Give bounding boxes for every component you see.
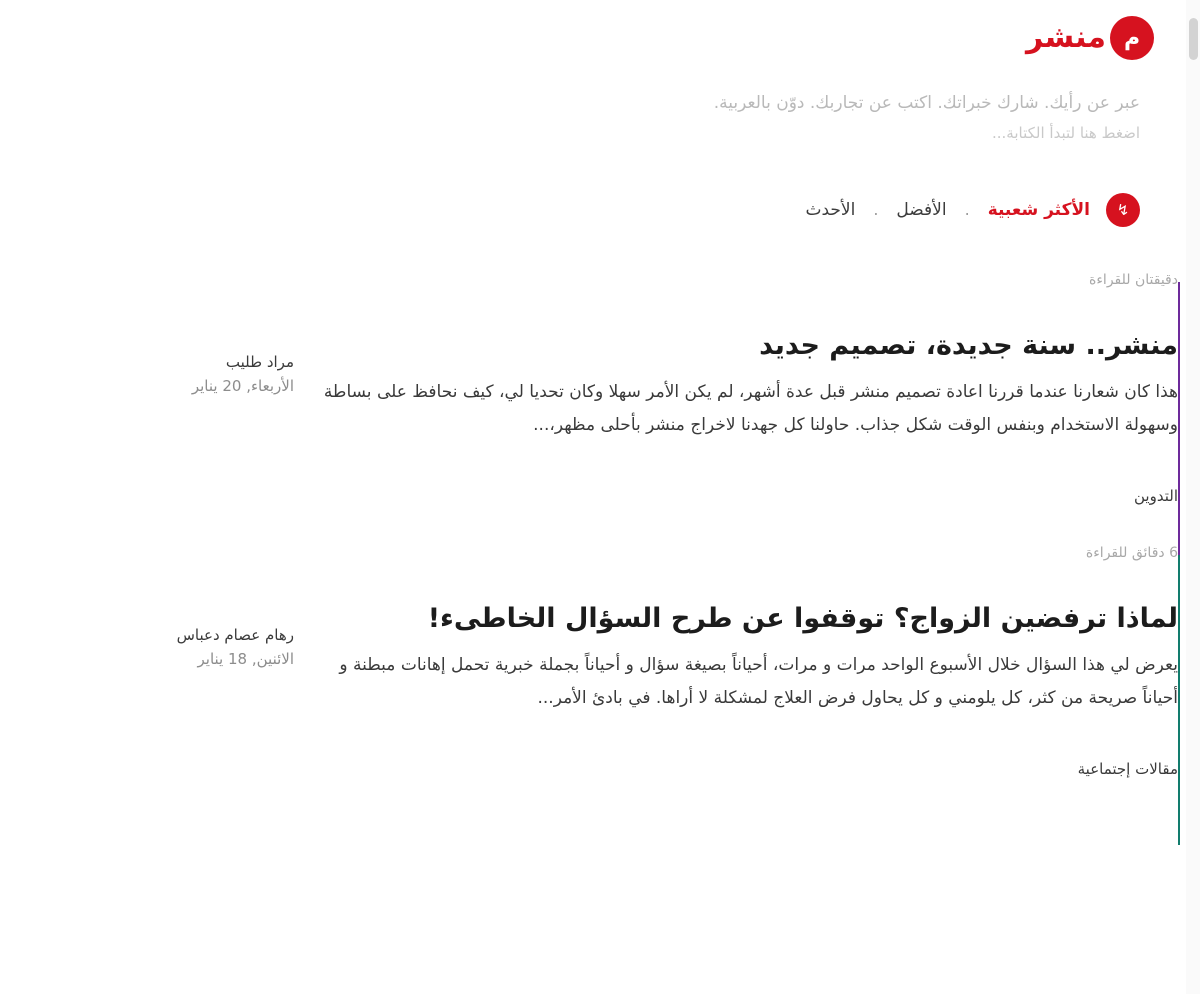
post-item (0, 545, 1200, 818)
post-title[interactable]: لماذا ترفضين الزواج؟ توقفوا عن طرح السؤال الخاطىء! (427, 603, 1178, 635)
post-excerpt: يعرض لي هذا السؤال خلال الأسبوع الواحد مرات و مرات، أحياناً بصيغة سؤال و أحياناً بجملة خبرية تحمل إهانات مبطنة و أحياناً صريحة من كثر، كل يلومني و كل يحاول فرض العلاج لمشكلة لا أراها. في بادئ الأمر... (339, 655, 1178, 708)
post-date: الائنين, 18 يناير (197, 650, 294, 669)
trending-icon[interactable] (1106, 193, 1140, 227)
post-title[interactable]: منشر.. سنة جديدة، تصميم جديد (759, 330, 1178, 361)
post-category[interactable]: مقالات إجتماعية (1077, 760, 1178, 779)
sort-tab-newest[interactable]: الأحدث (805, 200, 856, 220)
composer-prompt-primary: عبر عن رأيك. شارك خبراتك. اكتب عن تجاربك. دوّن بالعربية. (713, 93, 1140, 113)
post-accent-bar (1178, 555, 1180, 845)
sort-separator-2: . (873, 200, 879, 219)
post-category[interactable]: التدوين (1134, 487, 1178, 506)
post-item (0, 272, 1200, 545)
post-read-time: دقيقتان للقراءة (1089, 272, 1178, 288)
post-author[interactable]: مراد طليب (225, 353, 294, 371)
site-logo[interactable] (1024, 16, 1140, 60)
brand-wordmark: منشر (1025, 20, 1106, 55)
sort-tab-best[interactable]: الأفضل (896, 200, 947, 220)
brand-badge-letter: م (1123, 25, 1141, 51)
post-content (320, 272, 1200, 505)
post-author[interactable]: رهام عصام دعباس (176, 626, 294, 645)
post-feed (0, 272, 1200, 818)
composer-prompt-secondary: اضغط هنا لتبدأ الكتابة... (992, 124, 1140, 142)
post-composer[interactable] (280, 88, 1140, 148)
post-accent-bar (1178, 282, 1180, 572)
trending-icon-glyph: ↯ (1116, 201, 1130, 219)
post-date: الأربعاء, 20 يناير (191, 377, 294, 395)
post-meta (40, 272, 320, 505)
post-excerpt: هذا كان شعارنا عندما قررنا اعادة تصميم منشر قبل عدة أشهر، لم يكن الأمر سهلا وكان تحديا لي، كيف نحافظ على بساطة وسهولة الاستخدام وبنفس الوقت شكل جذاب. حاولنا كل جهدنا لاخراج منشر بأحلى مظهر،... (323, 382, 1178, 435)
feed-sort-bar (805, 193, 1140, 227)
sort-separator-1: . (964, 200, 970, 219)
sort-tab-popular[interactable]: الأكثر شعبية (987, 200, 1090, 220)
brand-badge-icon (1110, 16, 1154, 60)
post-meta (40, 545, 320, 778)
post-read-time: 6 دقائق للقراءة (1085, 545, 1178, 562)
scrollbar-thumb[interactable] (1189, 18, 1198, 60)
post-content (320, 545, 1200, 778)
